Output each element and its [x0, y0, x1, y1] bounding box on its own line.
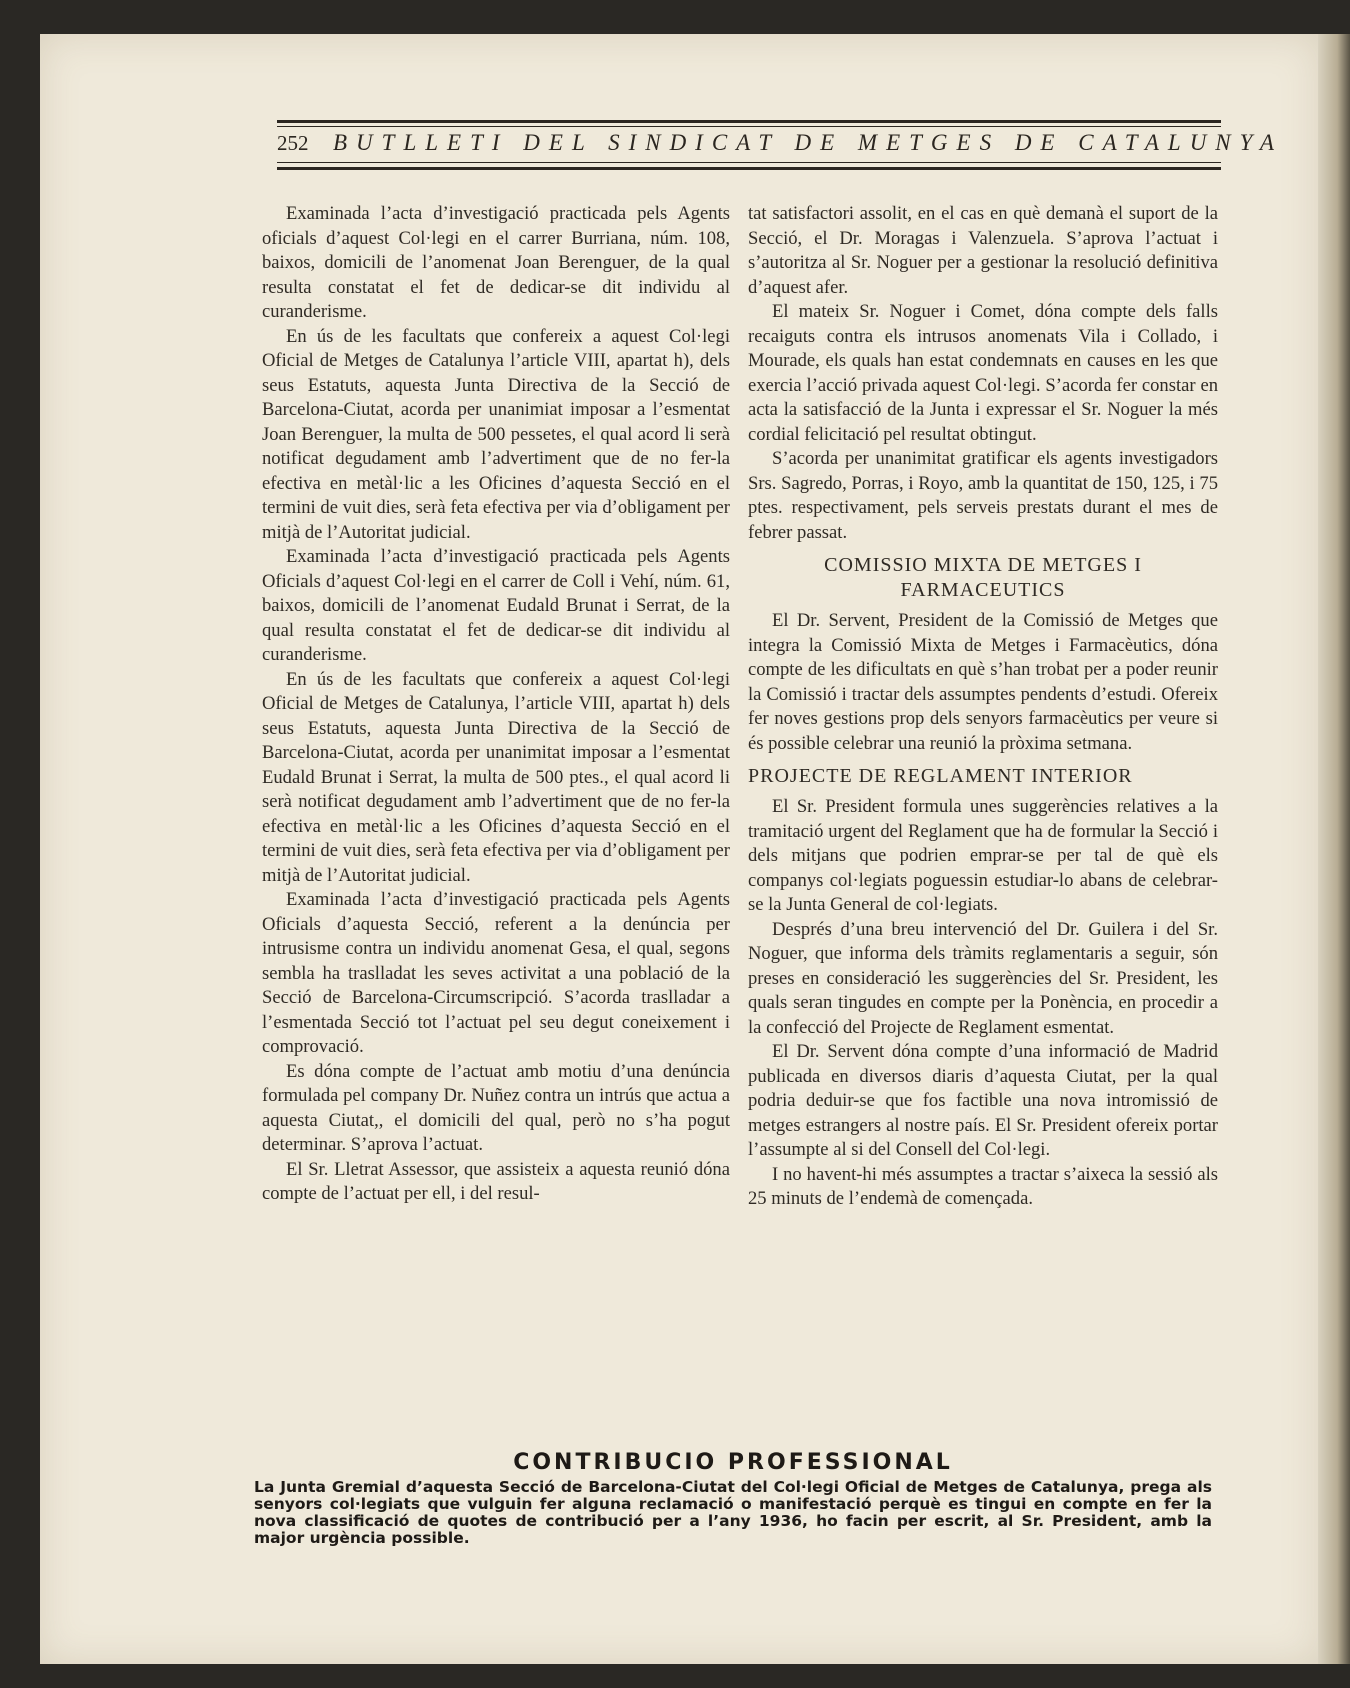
- paragraph: El Dr. Servent dóna compte d’una informació de Madrid publicada en diversos diaris d’aquesta Ciutat, per la qual podria deduir-se que fos factible una nova intromissió de metges estrangers al nostre país. El Sr. President ofereix portar l’assumpte al si del Consell del Col·legi.: [748, 1041, 1218, 1160]
- header-rule-top: [277, 120, 1221, 123]
- paragraph: El Dr. Servent, President de la Comissió de Metges que integra la Comissió Mixta de Metges i Farmacèutics, dóna compte de les dificultats en què s’han trobat per a poder reunir la Comissió i tractar dels assumptes pendents d’estudi. Ofereix fer noves gestions prop dels senyors farmacèutics per veure si és possible celebrar una reunió la pròxima setmana.: [748, 610, 1218, 754]
- paragraph-continuation: tat satisfactori assolit, en el cas en què demanà el suport de la Secció, el Dr. Moragas i Valenzuela. S’aprova l’actuat i s’autoritza al Sr. Noguer per a gestionar la resolució definitiva d’aquest afer.: [748, 203, 1218, 298]
- contribution-notice: [254, 1450, 1212, 1547]
- section-heading-comissio-mixta: COMISSIO MIXTA DE METGES I FARMACEUTICS: [824, 554, 1142, 601]
- paragraph: I no havent-hi més assumptes a tractar s’aixeca la sessió als 25 minuts de l’endemà de començada.: [748, 1163, 1218, 1209]
- header-rule-top-thin: [277, 126, 1221, 127]
- notice-body: La Junta Gremial d’aquesta Secció de Barcelona-Ciutat del Col·legi Oficial de Metges de Catalunya, prega als senyors col·legiats que vulguin fer alguna reclamació o manifestació perquè es tingui en compte en fer la nova classificació de quotes de contribució per a l’any 1936, ho facin per escrit, al Sr. President, amb la major urgència possible.: [254, 1478, 1212, 1547]
- paragraph: Es dóna compte de l’actuat amb motiu d’una denúncia formulada pel company Dr. Nuñez contra un intrús que actua a aquesta Ciutat,, el domicili del qual, però no s’ha pogut determinar. S’aprova l’actuat.: [262, 1060, 730, 1155]
- right-column: [748, 202, 1218, 1212]
- paragraph: En ús de les facultats que confereix a aquest Col·legi Oficial de Metges de Catalunya, l’article VIII, apartat h) dels seus Estatuts, aquesta Junta Directiva de la Secció de Barcelona-Ciutat, acorda per unanimitat imposar a l’esmentat Eudald Brunat i Serrat, la multa de 500 ptes., el qual acord li serà notificat degudament amb l’advertiment que de no fer-la efectiva en metàl·lic a les Oficines d’aquesta Secció en el termini de vuit dies, serà feta efectiva per via d’obligament per mitjà de l’Autoritat judicial.: [262, 668, 730, 886]
- running-title: BUTLLETI DEL SINDICAT DE METGES DE CATALUNYA: [333, 130, 1283, 155]
- paragraph: Examinada l’acta d’investigació practicada pels Agents Oficials d’aquesta Secció, referent a la denúncia per intrusisme contra un individu anomenat Gesa, el qual, segons sembla ha traslladat les seves activitat a una població de la Secció de Barcelona-Circumscripció. S’acorda traslladar a l’esmentada Secció tot l’actuat pel seu degut coneixement i comprovació.: [262, 889, 730, 1057]
- header-rule-bottom: [277, 167, 1221, 170]
- page-edge: [1318, 34, 1350, 1664]
- page-header: [277, 120, 1283, 175]
- left-column: [262, 202, 730, 1207]
- header-rule-bottom-thin: [277, 162, 1221, 163]
- paragraph: El Sr. President formula unes suggerències relatives a la tramitació urgent del Reglament que ha de formular la Secció i dels mitjans que podrien emprar-se per tal de què els companys col·legiats poguessin estudiar-lo abans de celebrar-se la Junta General de col·legiats.: [748, 796, 1218, 915]
- notice-title: CONTRIBUCIO PROFESSIONAL: [513, 1450, 953, 1475]
- paragraph: Examinada l’acta d’investigació practicada pels Agents Oficials d’aquest Col·legi en el carrer de Coll i Vehí, núm. 61, baixos, domicili de l’anomenat Eudald Brunat i Serrat, de la qual resulta constatat el fet de dedicar-se dit individu al curanderisme.: [262, 546, 730, 665]
- paragraph: Després d’una breu intervenció del Dr. Guilera i del Sr. Noguer, que informa dels tràmits reglamentaris a seguir, són preses en consideració les suggerències del Sr. President, les quals seran tingudes en compte per la Ponència, en procedir a la confecció del Projecte de Reglament esmentat.: [748, 918, 1218, 1038]
- page-number: 252: [277, 131, 309, 155]
- paragraph: Examinada l’acta d’investigació practicada pels Agents oficials d’aquest Col·legi en el carrer Burriana, núm. 108, baixos, domicili de l’anomenat Joan Berenguer, de la qual resulta constatat el fet de dedicar-se dit individu al curanderisme.: [262, 203, 730, 322]
- paragraph: S’acorda per unanimitat gratificar els agents investigadors Srs. Sagredo, Porras, i Royo, amb la quantitat de 150, 125, i 75 ptes. respectivament, pels serveis prestats durant el mes de febrer passat.: [748, 448, 1218, 543]
- section-heading-reglament: PROJECTE DE REGLAMENT INTERIOR: [748, 765, 1133, 787]
- paragraph: En ús de les facultats que confereix a aquest Col·legi Oficial de Metges de Catalunya l’article VIII, apartat h), dels seus Estatuts, aquesta Junta Directiva de la Secció de Barcelona-Ciutat, acorda per unanimiat imposar a l’esmentat Joan Berenguer, la multa de 500 pessetes, el qual acord li serà notificat degudament amb l’advertiment que de no fer-la efectiva en metàl·lic a les Oficines d’aquesta Secció en el termini de vuit dies, serà feta efectiva per via d’obligament per mitjà de l’Autoritat judicial.: [262, 325, 730, 543]
- paragraph: El Sr. Lletrat Assessor, que assisteix a aquesta reunió dóna compte de l’actuat per ell, i del resul-: [262, 1158, 730, 1204]
- paragraph: El mateix Sr. Noguer i Comet, dóna compte dels falls recaiguts contra els intrusos anomenats Vila i Collado, i Mourade, els quals han estat condemnats en causes en les que exercia l’acció privada aquest Col·legi. S’acorda fer constar en acta la satisfacció de la Junta i expressar el Sr. Noguer la més cordial felicitació pel resultat obtingut.: [748, 301, 1218, 445]
